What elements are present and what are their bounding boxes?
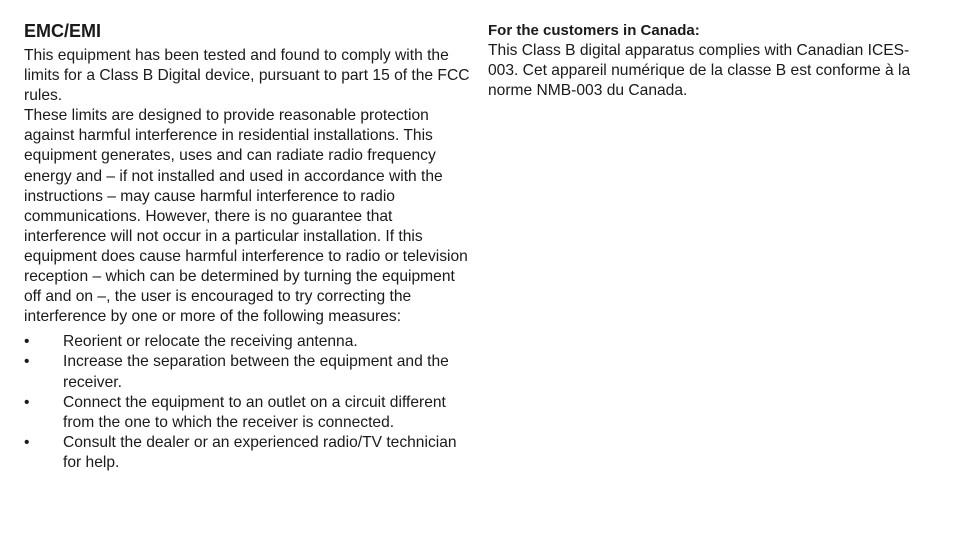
- list-item: [24, 352, 470, 392]
- emc-section: [24, 20, 470, 473]
- measures-list: [24, 332, 470, 473]
- measure-text: Connect the equipment to an outlet on a circuit different from the one to which the receiver is connected.: [63, 393, 446, 431]
- emc-paragraph-compliance: This equipment has been tested and found to comply with the limits for a Class B Digital device, pursuant to part 15 of the FCC rules.: [24, 47, 470, 105]
- emc-paragraph-interference: These limits are designed to provide reasonable protection against harmful interference in residential installations. This equipment generates, uses and can radiate radio frequency energy and – if not installed and used in accordance with the instructions – may cause harmful interference to radio communications. However, there is no guarantee that interference will not occur in a particular installation. If this equipment does cause harmful interference to radio or television reception – which can be determined by turning the equipment off and on –, the user is encouraged to try correcting the interference by one or more of the following measures:: [24, 107, 468, 326]
- canada-text: This Class B digital apparatus complies with Canadian ICES-003. Cet appareil numérique de la classe B est conforme à la norme NMB-003 du Canada.: [488, 42, 911, 100]
- list-item: [24, 332, 470, 352]
- measure-text: Consult the dealer or an experienced radio/TV technician for help.: [63, 433, 457, 471]
- list-item: [24, 433, 470, 473]
- canada-section: [488, 21, 928, 101]
- canada-heading: For the customers in Canada:: [488, 22, 700, 39]
- measure-text: Reorient or relocate the receiving antenna.: [63, 333, 358, 351]
- measure-text: Increase the separation between the equipment and the receiver.: [63, 353, 449, 391]
- bullet-icon: •: [24, 353, 30, 371]
- bullet-icon: •: [24, 433, 30, 451]
- bullet-icon: •: [24, 333, 30, 351]
- bullet-icon: •: [24, 393, 30, 411]
- list-item: [24, 393, 470, 433]
- emc-heading: EMC/EMI: [24, 21, 102, 41]
